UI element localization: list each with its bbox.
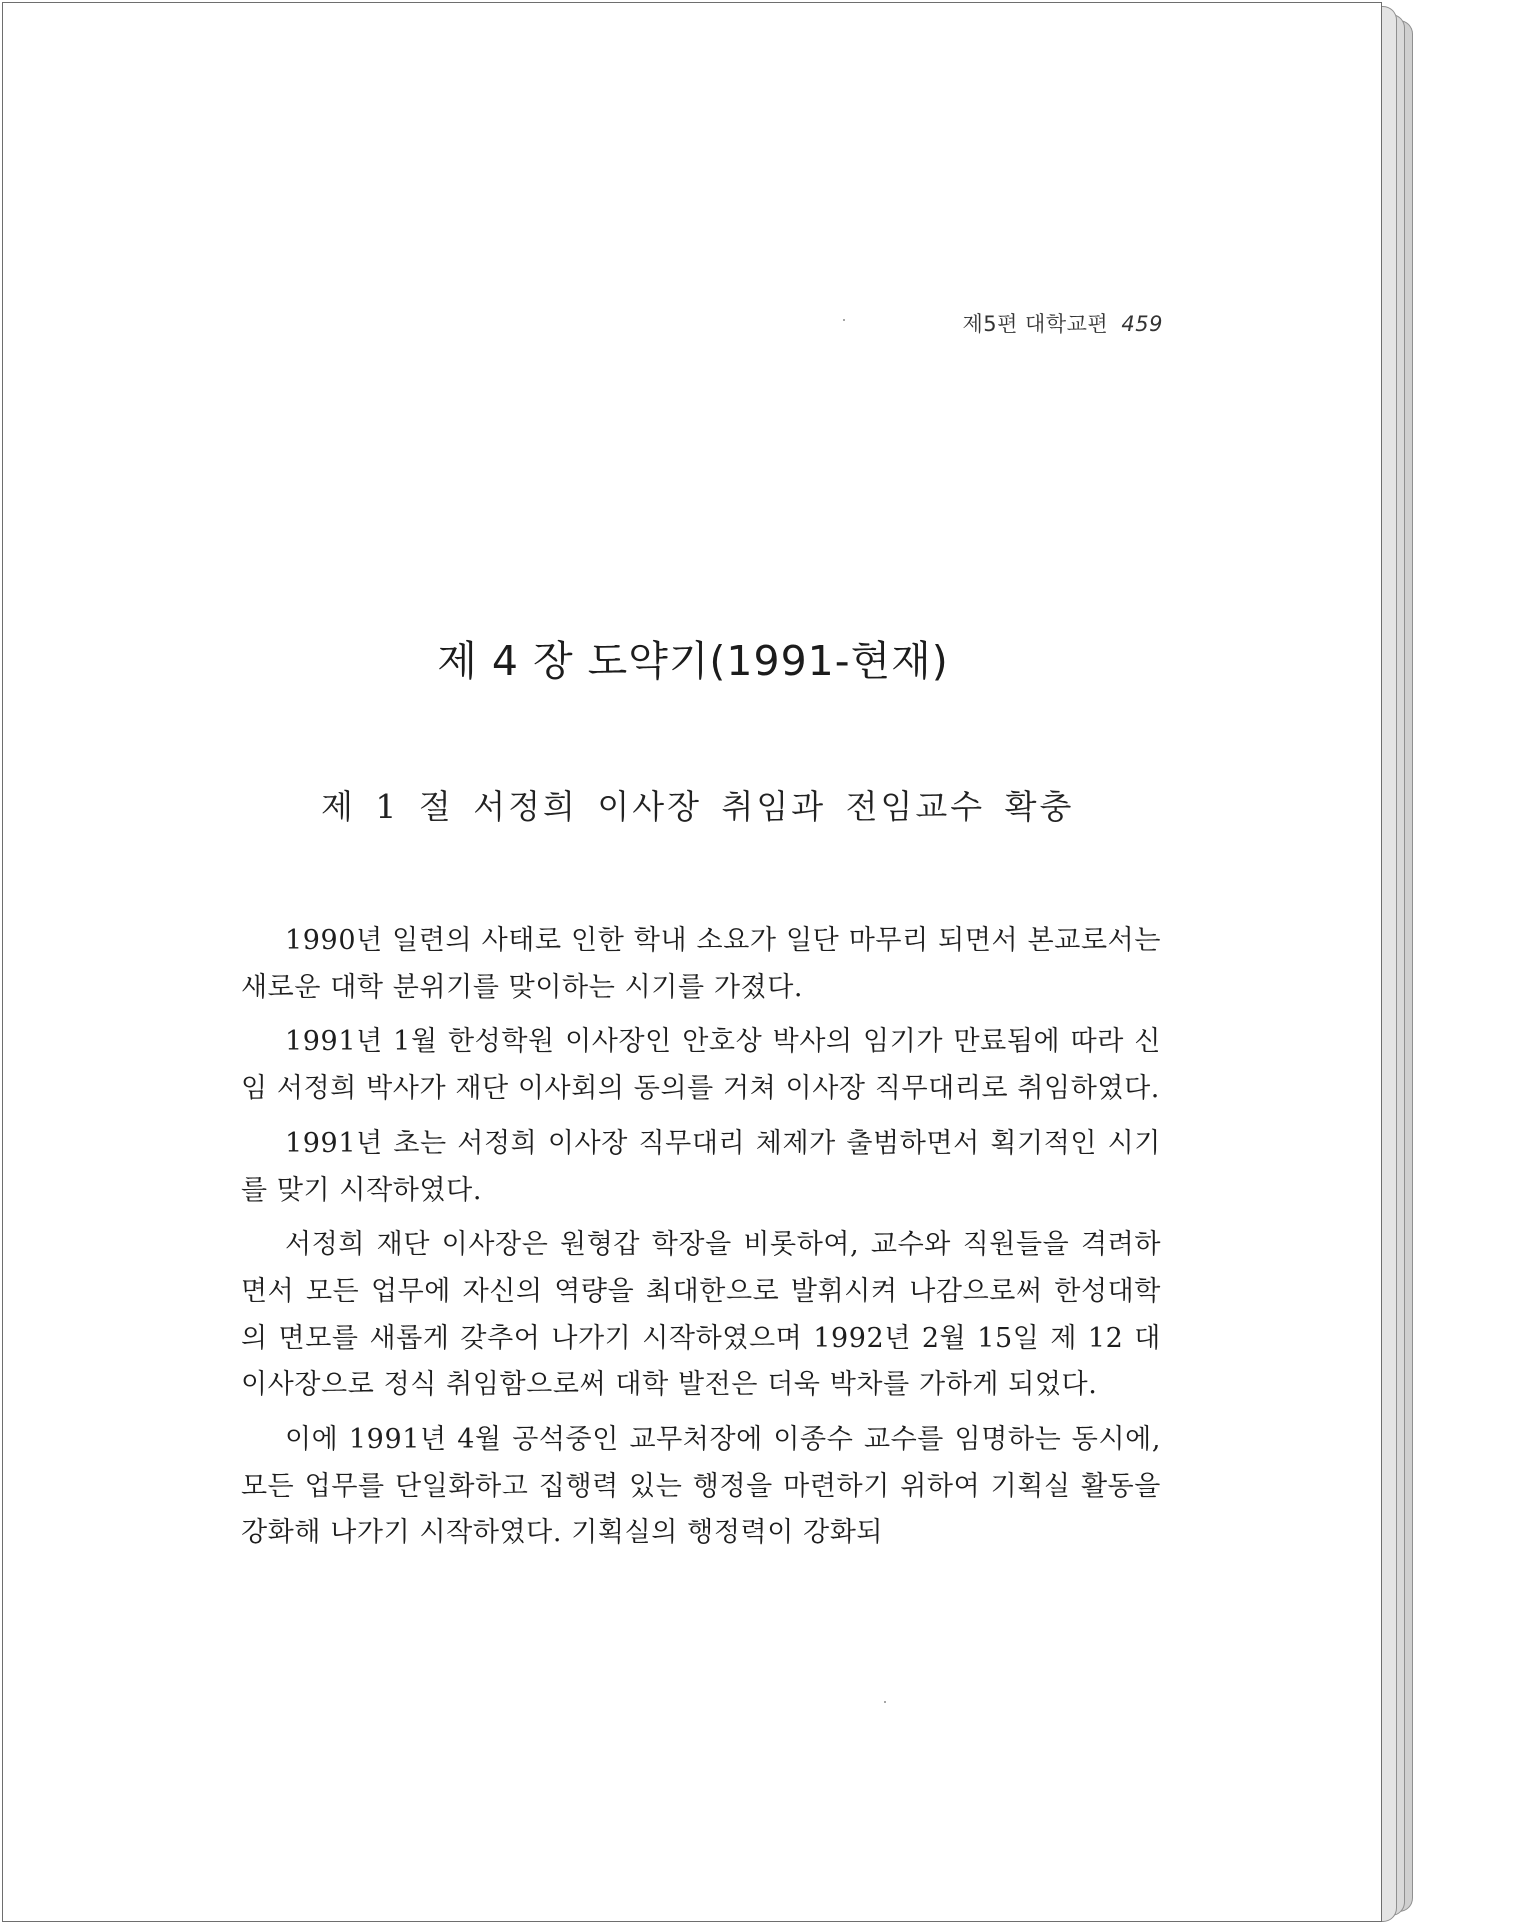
paragraph: 이에 1991년 4월 공석중인 교무처장에 이종수 교수를 임명하는 동시에, 모든 업무를 단일화하고 집행력 있는 행정을 마련하기 위하여 기획실 활동을 강화해 나가기 시작하였다. 기획실의 행정력이 강화되 bbox=[241, 1424, 1161, 1549]
paragraph: 서정희 재단 이사장은 원형갑 학장을 비롯하여, 교수와 직원들을 격려하면서 모든 업무에 자신의 역량을 최대한으로 발휘시켜 나감으로써 한성대학의 면모를 새롭게 갖추어 나가기 시작하였으며 1992년 2월 15일 제 12 대 이사장으로 정식 취임함으로써 대학 발전은 더욱 박차를 가하게 되었다. bbox=[241, 1229, 1161, 1401]
paragraph: 1991년 초는 서정희 이사장 직무대리 체제가 출범하면서 획기적인 시기를 맞기 시작하였다. bbox=[241, 1127, 1161, 1206]
running-header-section: 제5편 대학교편 bbox=[962, 312, 1109, 336]
paragraph: 1991년 1월 한성학원 이사장인 안호상 박사의 임기가 만료됨에 따라 신임 서정희 박사가 재단 이사회의 동의를 거쳐 이사장 직무대리로 취임하였다. bbox=[241, 1026, 1161, 1105]
scan-speck bbox=[884, 1701, 886, 1703]
page-number: 459 bbox=[1121, 312, 1163, 336]
paragraph: 1990년 일련의 사태로 인한 학내 소요가 일단 마무리 되면서 본교로서는 새로운 대학 분위기를 맞이하는 시기를 가졌다. bbox=[241, 925, 1161, 1003]
section-title: 제 1 절 서정희 이사장 취임과 전임교수 확충 bbox=[321, 787, 1075, 826]
chapter-title: 제 4 장 도약기(1991-현재) bbox=[437, 637, 949, 685]
scan-speck bbox=[843, 319, 845, 321]
document-page bbox=[2, 2, 1382, 1922]
running-header bbox=[962, 308, 1163, 338]
body-text bbox=[241, 918, 1161, 1565]
